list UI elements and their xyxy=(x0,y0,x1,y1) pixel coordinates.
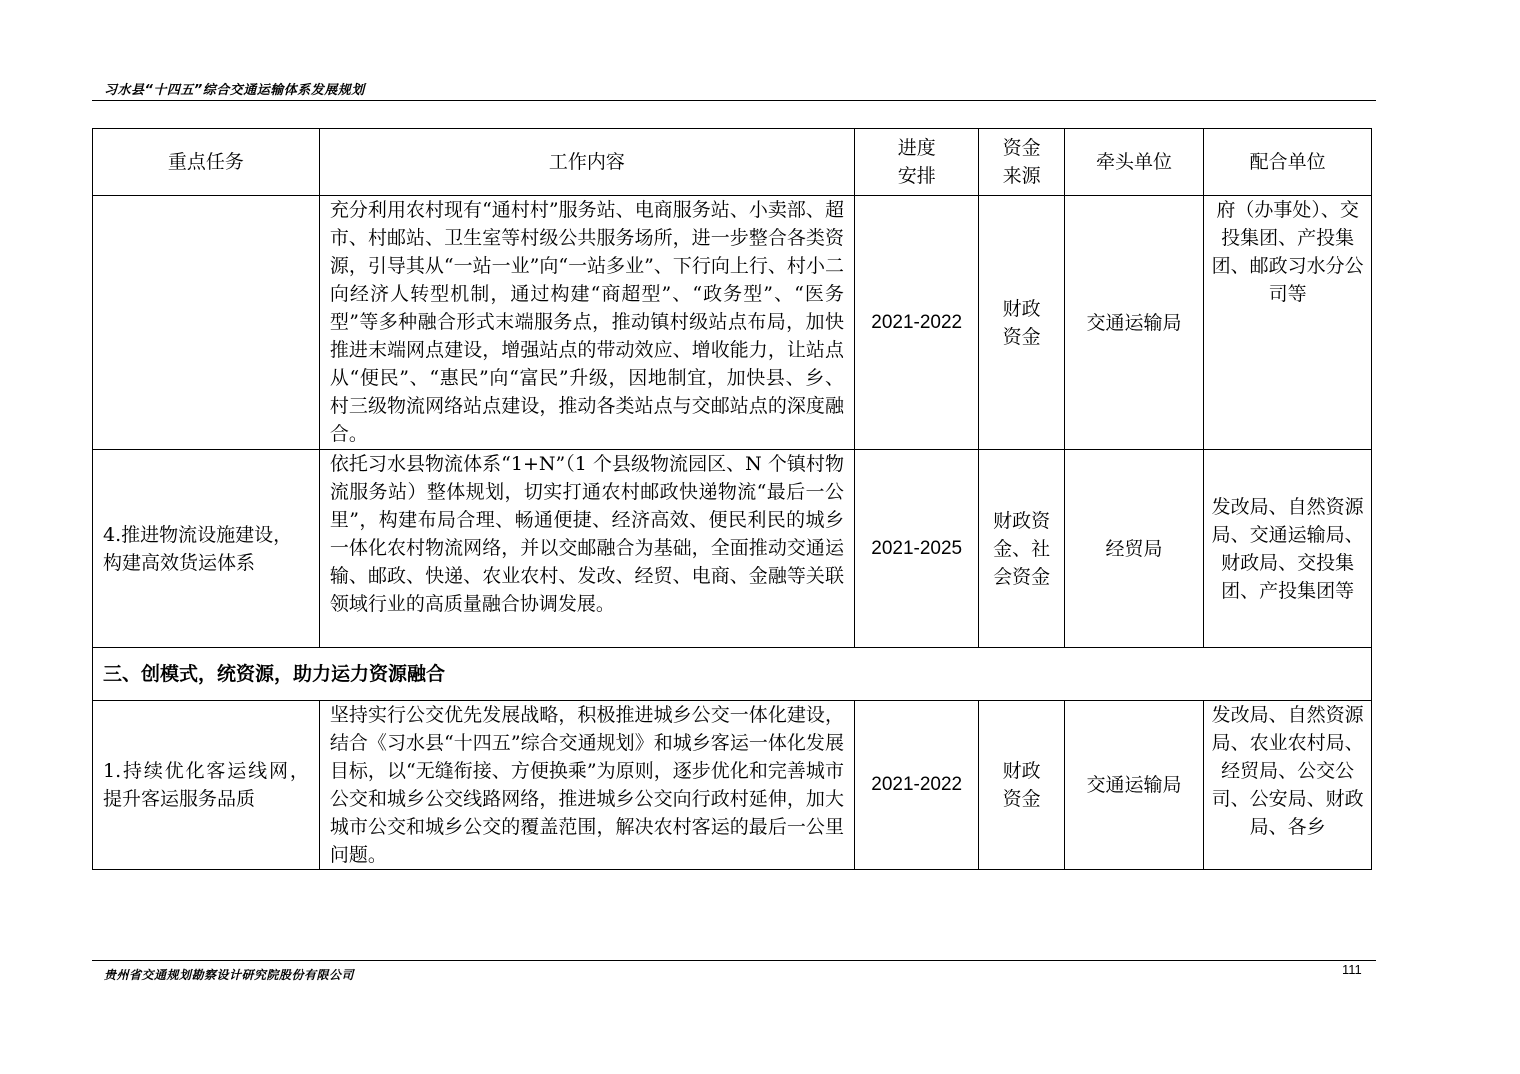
progress-cell: 2021-2022 xyxy=(854,701,978,870)
footer-rule xyxy=(92,960,1376,961)
lead-cell: 经贸局 xyxy=(1064,450,1204,648)
funding-cell: 财政资金、社会资金 xyxy=(979,450,1064,648)
lead-cell: 交通运输局 xyxy=(1064,196,1204,450)
column-header-task: 重点任务 xyxy=(93,129,320,196)
table-row xyxy=(93,450,1372,648)
column-header-lead: 牵头单位 xyxy=(1064,129,1204,196)
progress-cell: 2021-2022 xyxy=(854,196,978,450)
task-cell: 4.推进物流设施建设，构建高效货运体系 xyxy=(93,450,320,648)
table-header-row xyxy=(93,129,1372,196)
task-cell: 1.持续优化客运线网，提升客运服务品质 xyxy=(93,701,320,870)
task-table xyxy=(92,128,1372,870)
section-title: 三、创模式，统资源，助力运力资源融合 xyxy=(93,648,1372,701)
column-header-progress: 进度 安排 xyxy=(854,129,978,196)
lead-cell: 交通运输局 xyxy=(1064,701,1204,870)
task-cell xyxy=(93,196,320,450)
content-cell: 依托习水县物流体系“1+N”（1 个县级物流园区、N 个镇村物流服务站）整体规划，切实打通农村邮政快递物流“最后一公里”，构建布局合理、畅通便捷、经济高效、便民利民的城乡一体化农村物流网络，并以交邮融合为基础，全面推动交通运输、邮政、快递、农业农村、发改、经贸、电商、金融等关联领域行业的高质量融合协调发展。 xyxy=(319,450,854,648)
content-cell: 充分利用农村现有“通村村”服务站、电商服务站、小卖部、超市、村邮站、卫生室等村级公共服务场所，进一步整合各类资源，引导其从“一站一业”向“一站多业”、下行向上行、村小二向经济人转型机制，通过构建“商超型”、“政务型”、“医务型”等多种融合形式末端服务点，推动镇村级站点布局，加快推进末端网点建设，增强站点的带动效应、增收能力，让站点从“便民”、“惠民”向“富民”升级，因地制宜，加快县、乡、村三级物流网络站点建设，推动各类站点与交邮站点的深度融合。 xyxy=(319,196,854,450)
progress-cell: 2021-2025 xyxy=(854,450,978,648)
section-row xyxy=(93,648,1372,701)
header-title: 习水县“十四五”综合交通运输体系发展规划 xyxy=(104,83,365,98)
cooperate-cell: 发改局、自然资源局、农业农村局、经贸局、公交公司、公安局、财政局、各乡 xyxy=(1204,701,1372,870)
header-rule xyxy=(92,100,1376,101)
funding-cell: 财政 资金 xyxy=(979,701,1064,870)
table-row xyxy=(93,196,1372,450)
cooperate-cell: 府（办事处）、交投集团、产投集团、邮政习水分公司等 xyxy=(1204,196,1372,450)
column-header-funding: 资金 来源 xyxy=(979,129,1064,196)
page-number: 111 xyxy=(1342,962,1362,977)
table-row xyxy=(93,701,1372,870)
column-header-content: 工作内容 xyxy=(319,129,854,196)
footer-organization: 贵州省交通规划勘察设计研究院股份有限公司 xyxy=(104,968,355,982)
column-header-cooperate: 配合单位 xyxy=(1204,129,1372,196)
cooperate-cell: 发改局、自然资源局、交通运输局、财政局、交投集团、产投集团等 xyxy=(1204,450,1372,648)
content-cell: 坚持实行公交优先发展战略，积极推进城乡公交一体化建设，结合《习水县“十四五”综合交通规划》和城乡客运一体化发展目标，以“无缝衔接、方便换乘”为原则，逐步优化和完善城市公交和城乡公交线路网络，推进城乡公交向行政村延伸，加大城市公交和城乡公交的覆盖范围，解决农村客运的最后一公里问题。 xyxy=(319,701,854,870)
funding-cell: 财政 资金 xyxy=(979,196,1064,450)
